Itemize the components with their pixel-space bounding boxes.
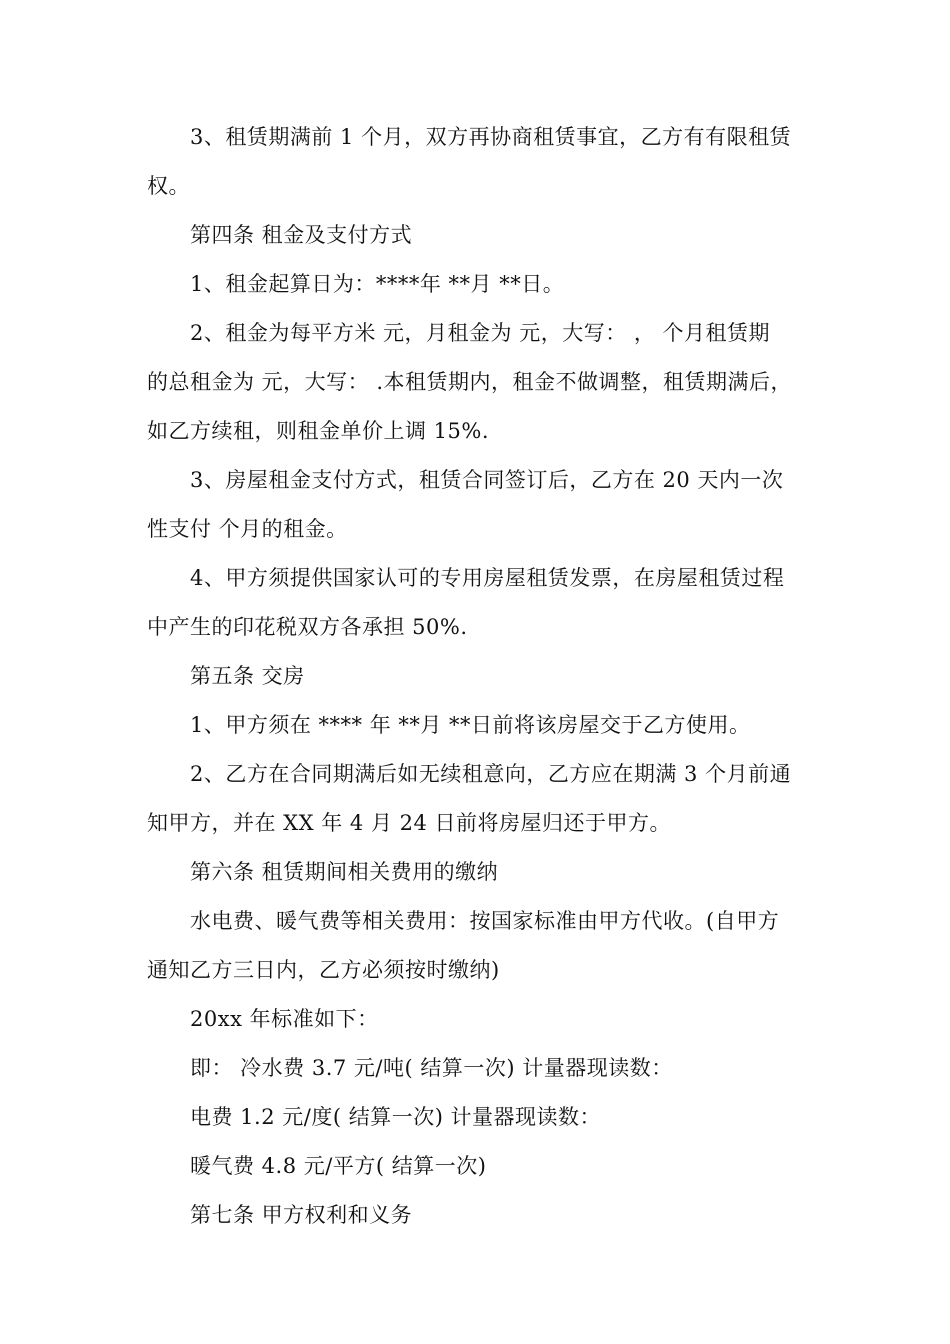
text-line: 20xx 年标准如下：: [190, 1007, 379, 1031]
document-page: [147, 113, 815, 1240]
text-line: 的总租金为 元，大写： .本租赁期内，租金不做调整，租赁期满后，: [147, 370, 793, 394]
text-line: 知甲方，并在 XX 年 4 月 24 日前将房屋归还于甲方。: [147, 811, 672, 835]
text-line: 3、租赁期满前 1 个月，双方再协商租赁事宜，乙方有有限租赁: [190, 125, 792, 149]
text-line: 暖气费 4.8 元/平方( 结算一次): [190, 1154, 487, 1178]
text-line: 水电费、暖气费等相关费用：按国家标准由甲方代收。(自甲方: [190, 909, 780, 933]
text-line: 中产生的印花税双方各承担 50%.: [147, 615, 468, 639]
text-line: 1、租金起算日为：****年 **月 **日。: [190, 272, 565, 296]
text-line: 电费 1.2 元/度( 结算一次) 计量器现读数：: [190, 1105, 602, 1129]
text-line: 即： 冷水费 3.7 元/吨( 结算一次) 计量器现读数：: [190, 1056, 673, 1080]
text-line: 性支付 个月的租金。: [147, 517, 348, 541]
text-line: 如乙方续租，则租金单价上调 15%.: [147, 419, 490, 443]
text-line: 1、甲方须在 **** 年 **月 **日前将该房屋交于乙方使用。: [190, 713, 751, 737]
text-line: 4、甲方须提供国家认可的专用房屋租赁发票，在房屋租赁过程: [190, 566, 785, 590]
text-line: 权。: [147, 174, 190, 198]
text-line: 2、乙方在合同期满后如无续租意向，乙方应在期满 3 个月前通: [190, 762, 792, 786]
section-heading: 第七条 甲方权利和义务: [190, 1203, 413, 1227]
text-line: 3、房屋租金支付方式，租赁合同签订后，乙方在 20 天内一次: [190, 468, 784, 492]
section-heading: 第五条 交房: [190, 664, 305, 688]
text-line: 2、租金为每平方米 元，月租金为 元，大写： ， 个月租赁期: [190, 321, 771, 345]
text-line: 通知乙方三日内，乙方必须按时缴纳): [147, 958, 500, 982]
section-heading: 第四条 租金及支付方式: [190, 223, 413, 247]
section-heading: 第六条 租赁期间相关费用的缴纳: [190, 860, 499, 884]
